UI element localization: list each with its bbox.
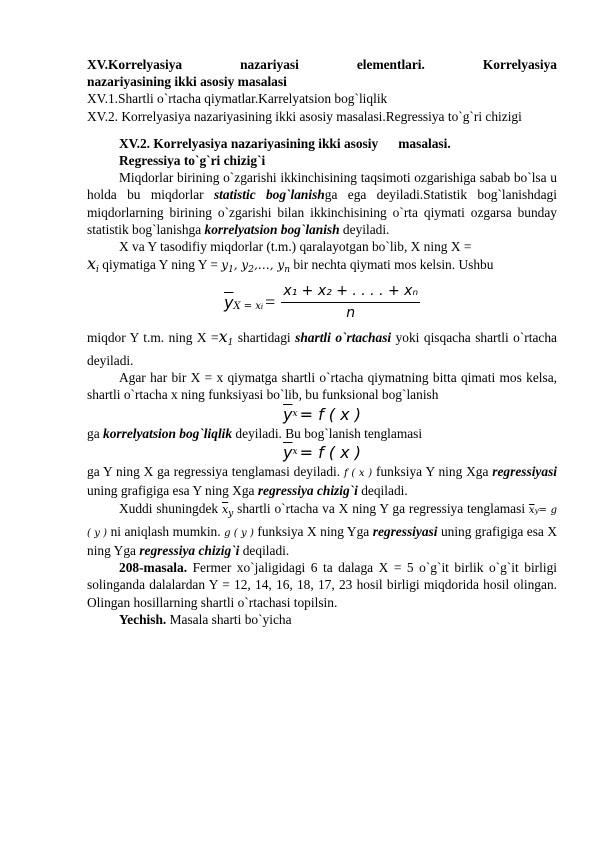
paragraph-6 (87, 463, 557, 499)
paragraph-9 (87, 611, 557, 628)
formula-regression-1 (87, 406, 557, 423)
toc-item-1: XV.1.Shartli o`rtacha qiymatlar.Karrelyatsion bog`liqlik (87, 91, 388, 107)
math-x1-sub: 1 (227, 337, 234, 348)
math-gy: g ( y ) (224, 527, 254, 539)
para3-text-d: yoki qisqacha shartli o`rtacha deyiladi. (87, 329, 558, 369)
para7-text-b: shartli o`rtacha va X ning Y ga regressiya tenglamasi (233, 500, 529, 516)
para1-text-c: ga ega deyiladi.Statistik bog`lanishdagi miqdorlarning birining o`zgarishi bilan ikkinchisining o`rta qiymati ozgarsa bunday statistik bog`lanishga (87, 187, 557, 237)
para5-text-a: ga (87, 425, 103, 441)
term-statistic-boglanish: statistic bog`lanish (213, 187, 325, 203)
para6-text-f: deqiladi. (357, 483, 408, 499)
paragraph-7 (87, 500, 557, 560)
math-xy: $\overline{x}$ (221, 502, 229, 516)
section-heading-2: Regressiya to`g`ri chizig`i (119, 153, 266, 169)
solution-text: Masala sharti bo`yicha (166, 611, 292, 627)
paragraph-5 (87, 425, 557, 442)
toc-item-2: XV.2. Korrelyasiya nazariyasining ikki asosiy masalasi.Regressiya to`g`ri chizigi (87, 108, 522, 124)
math-x1: x (218, 326, 228, 346)
term-korrelyatsion-bogliqlik: korrelyatsion bog`liqlik (103, 425, 233, 441)
formula1-lhs-sub: X = xi (233, 300, 264, 312)
para3-text-a: miqdor Y t.m. ning X = (87, 329, 219, 345)
para7-text-h: deqiladi. (239, 543, 290, 559)
para1-text-e: deyiladi. (339, 221, 390, 237)
paragraph-1 (87, 169, 557, 238)
para7-text-c: ni aniqlash mumkin. (107, 523, 225, 539)
formula3-rest: = f ( x ) (299, 443, 361, 463)
formula3-y: $\overline{y}$ (283, 443, 293, 463)
term-korrelyatsion-boglanish: korrelyatsion bog`lanish (204, 221, 340, 237)
formula1-fraction (281, 283, 420, 321)
section-heading-1: XV.2. Korrelyasiya nazariyasining ikki asosiy masalasi. (119, 135, 451, 151)
formula2-rest: = f ( x ) (299, 404, 361, 424)
problem-208-label: 208-masala. (119, 560, 188, 576)
chapter-title-line1: XV.Korrelyasiya nazariyasi elementlari. Korrelyasiya (87, 57, 557, 72)
paragraph-2 (87, 238, 557, 279)
para6-text-b: funksiya Y ning Xga (372, 464, 493, 480)
para6-text-a: ga Y ning X ga regressiya tenglamasi deyiladi. (87, 464, 344, 480)
math-xy-sub: y (228, 508, 234, 519)
para1-text-a: Miqdorlar birining o`zgarishi ikkinchisining taqsimoti ozgarishiga sabab bo`lsa u holda bu miqdorlar (87, 170, 557, 203)
formula3-sub: x (292, 447, 298, 458)
term-regressiyasi-2: regressiyasi (372, 523, 438, 539)
para7-text-a: Xuddi shuningdek (119, 500, 222, 516)
term-regressiya-chizigi-2: regressiya chizig`i (139, 543, 240, 559)
paragraph-8 (87, 559, 557, 611)
paragraph-4: Agar har bir X = x qiymatga shartli o`rtacha qiymatning bitta qimati mos kelsa, shartli o`rtacha x ning funksiyasi bo`lib, bu funksional bog`lanish (87, 370, 557, 403)
formula-regression-2 (87, 444, 557, 461)
math-xi: x (87, 254, 97, 274)
chapter-title-line2: nazariyasining ikki asosiy masalasi (87, 74, 287, 90)
para2-text-a: X va Y tasodifiy miqdorlar (t.m.) qaralayotgan bo`lib, X ning X = (119, 239, 472, 255)
para7-text-d: funksiya X ning Yga (253, 523, 373, 539)
para7-text-f: uning grafigiga esa X ning Yga (87, 523, 558, 559)
para6-text-d: uning grafigiga esa Y ning Xga (87, 483, 258, 499)
math-eqn-sub: y (534, 506, 539, 515)
formula1-equals: = (265, 292, 276, 313)
formula1-denominator: n (346, 304, 356, 321)
term-regressiya-chizigi: regressiya chizig`i (257, 483, 358, 499)
problem-208-text: Fermer xo`jaligidagi 6 ta dalaga X = 5 o`g`it birlik o`g`it birligi solinganda dalalardan Y = 12, 14, 16, 18, 17, 23 hosil birligi miqdorida hosil olingan. Olingan hosillarning shartli o`rtachasi topilsin. (87, 560, 557, 610)
para2-text-c: bir nechta qiymati mos kelsin. Ushbu (289, 257, 494, 273)
formula-conditional-mean (87, 283, 557, 321)
paragraph-3 (87, 328, 557, 369)
para2-text-b: qiymatiga Y ning Y = (98, 257, 222, 273)
math-eqn-x: $\overline{x}$ (528, 504, 535, 516)
formula1-lhs: $\overline{y}$ (223, 293, 234, 313)
term-shartli-ortachasi: shartli o`rtachasi (295, 329, 392, 345)
document-page (87, 56, 557, 628)
math-y-set: $y_1$, $y_2,\dots$, $y_n$ (221, 258, 290, 276)
para5-text-c: deyiladi. Bu bog`lanish tenglamasi (232, 425, 423, 441)
term-regressiyasi: regressiyasi (492, 464, 557, 480)
solution-label: Yechish. (119, 611, 167, 627)
math-xi-sub: i (96, 265, 99, 276)
para3-text-b: shartidagi (233, 329, 296, 345)
math-eqn-rest: = g ( y ) (87, 504, 558, 539)
math-fx: f ( x ) (343, 468, 373, 480)
formula2-sub: x (292, 408, 298, 419)
formula1-numerator: x₁ + x₂ + . . . . + xₙ (281, 283, 420, 302)
formula2-y: $\overline{y}$ (283, 404, 293, 424)
